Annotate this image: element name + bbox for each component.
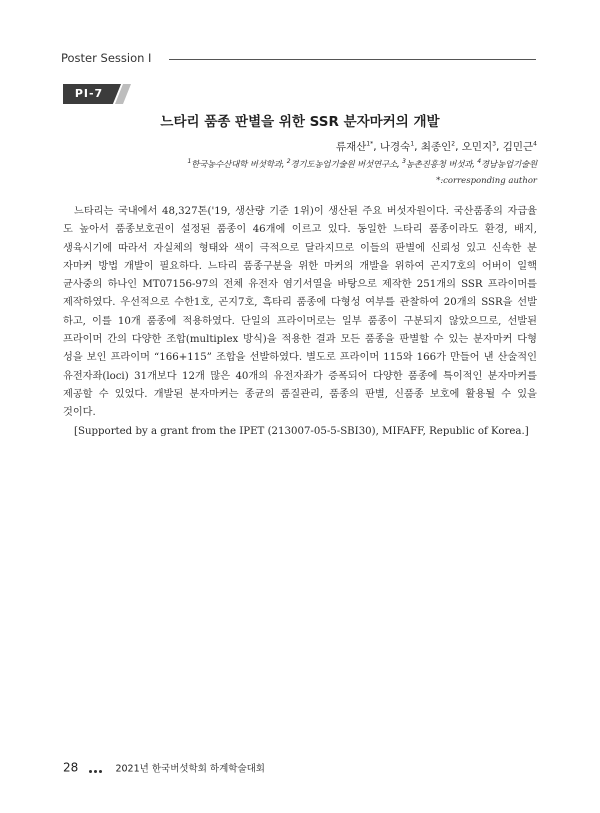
affiliation-num: 3: [402, 158, 406, 166]
author-name: 오민지: [461, 141, 493, 153]
affiliation-num: 2: [286, 158, 291, 166]
affiliation-num: 4: [477, 158, 481, 166]
author: 최종인$^2$,: [420, 140, 462, 153]
author-name: 나경숙: [379, 141, 411, 153]
author-sup: 1: [410, 140, 415, 148]
abstract-line: 제작하였다. 우선적으로 수한1호, 곤지7호, 흑타리 품종에 다형성 여부를 관찰하여 20개의 SSR을 선발: [63, 297, 537, 309]
affiliation: 농촌진흥청 버섯과,: [405, 160, 475, 170]
author: [503, 141, 537, 153]
page-footer: [63, 757, 265, 773]
conference-name: 2021년 한국버섯학회 하계학술대회: [115, 763, 265, 775]
author-sup: 1*: [366, 140, 374, 148]
abstract-line: 제공할 수 있었다. 개발된 분자마커는 종균의 품질관리, 품종의 판별, 신품종 보호에 활용될 수 있을: [63, 388, 537, 400]
abstract-body: [63, 203, 537, 441]
author: 오민지$^3$,: [461, 140, 503, 153]
affiliation: 경기도농업기술원 버섯연구소,: [290, 160, 400, 170]
author-list: [336, 139, 537, 154]
author: 류재산$^{1*}$,: [335, 140, 380, 153]
affiliation-list: [187, 158, 537, 170]
abstract-line: 느타리는 국내에서 48,327톤('19, 생산량 기준 1위)이 생산된 주요 버섯자원이다. 국산품종의 자급율: [74, 206, 537, 217]
affiliation: 경남농업기술원: [480, 160, 537, 170]
acknowledgement: [Supported by a grant from the IPET (213007-05-5-SBI30), MIFAFF, Republic of Korea.]: [74, 425, 529, 437]
abstract-line: 도 높아서 품종보호권이 설정된 품종이 46개에 이르고 있다. 동일한 느타리 품종이라도 환경, 배지,: [63, 224, 537, 236]
abstract-line: 생육시기에 따라서 자실체의 형태와 색이 극적으로 달라지므로 이들의 판별에 신뢰성 있고 신속한 분: [63, 242, 537, 254]
session-label: Poster Session Ⅰ: [61, 51, 152, 65]
abstract-line: 유전자좌(loci) 31개보다 12개 많은 40개의 유전자좌가 증폭되어 다양한 품종에 특이적인 분자마커를: [63, 370, 537, 382]
author-name: 류재산: [335, 141, 367, 153]
author: 나경숙$^1$,: [379, 140, 421, 153]
page-number: 28: [63, 760, 79, 775]
corresponding-note: *:corresponding author: [436, 176, 537, 186]
abstract-line: 균사중의 하나인 MT07156-97의 전체 유전자 염기서열을 바탕으로 제작한 251개의 SSR 프라이머를: [63, 279, 537, 291]
abstract-line: 자마커 방법 개발이 필요하다. 느타리 품종구분을 위한 마커의 개발을 위하여 곤지7호의 어버이 일핵: [63, 260, 537, 272]
author-sup: 2: [451, 140, 456, 148]
header-rule: [169, 59, 536, 60]
session-header: [61, 50, 536, 68]
abstract-line: 것이다.: [63, 407, 96, 419]
affiliation: 한국농수산대학 버섯학과,: [191, 160, 285, 170]
abstract-line: 하고, 이를 10개 품종에 적용하였다. 단일의 프라이머로는 일부 품종이 구분되지 않았으므로, 선발된: [63, 315, 537, 327]
author-sup: 3: [492, 140, 497, 148]
affiliation-num: 1: [187, 158, 192, 166]
abstract-line: 프라이머 간의 다양한 조합(multiplex 방식)을 적용한 결과 모든 품종을 판별할 수 있는 분자마커 다형: [63, 334, 537, 346]
poster-code: PI-7: [74, 87, 104, 100]
footer-dots-icon: [89, 758, 104, 777]
author-sup: 4: [533, 140, 537, 148]
abstract-line: 성을 보인 프라이머 “166+115” 조합을 선발하였다. 별도로 프라이머 115와 166가 만들어 낸 산술적인: [63, 352, 537, 364]
author-name: 김민근: [502, 141, 534, 153]
paper-title: 느타리 품종 판별을 위한 SSR 분자마커의 개발: [160, 114, 440, 130]
author-name: 최종인: [420, 141, 452, 153]
